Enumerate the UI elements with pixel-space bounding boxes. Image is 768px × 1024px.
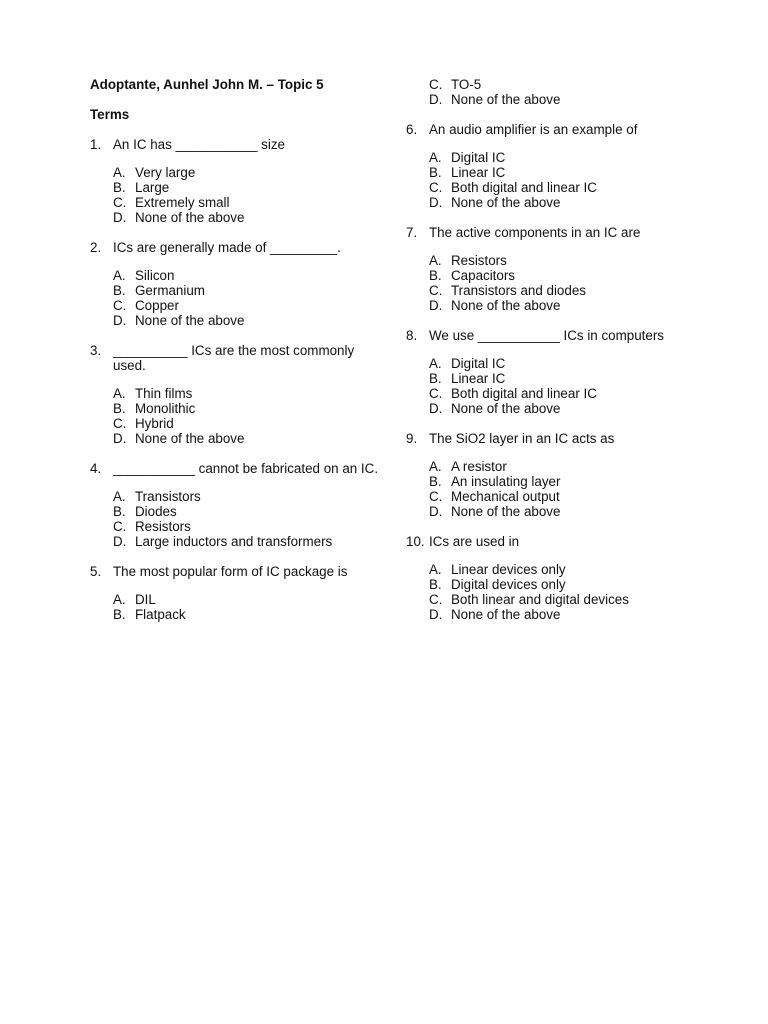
question-text: An audio amplifier is an example of bbox=[429, 122, 638, 137]
option-item bbox=[429, 165, 696, 180]
option-letter: B. bbox=[429, 577, 442, 592]
option-item bbox=[113, 519, 380, 534]
option-text: Very large bbox=[135, 165, 196, 180]
section-label: Terms bbox=[90, 107, 130, 122]
option-list bbox=[429, 562, 696, 622]
option-letter: D. bbox=[113, 210, 127, 225]
question-block bbox=[406, 225, 696, 313]
question-text: ICs are used in bbox=[429, 534, 520, 549]
option-letter: C. bbox=[113, 195, 127, 210]
option-item bbox=[429, 180, 696, 195]
question-number: 5. bbox=[90, 564, 102, 579]
option-list bbox=[113, 268, 380, 328]
question-row bbox=[406, 328, 696, 343]
option-text: DIL bbox=[135, 592, 156, 607]
question-block bbox=[406, 534, 696, 622]
option-item bbox=[113, 504, 380, 519]
option-text: Flatpack bbox=[135, 607, 186, 622]
option-item bbox=[113, 195, 380, 210]
option-letter: B. bbox=[429, 165, 442, 180]
question-block bbox=[90, 343, 380, 446]
question-block bbox=[406, 431, 696, 519]
option-letter: B. bbox=[429, 371, 442, 386]
option-item bbox=[113, 386, 380, 401]
question-number: 8. bbox=[406, 328, 418, 343]
option-letter: C. bbox=[429, 283, 443, 298]
option-text: Large bbox=[135, 180, 170, 195]
option-item bbox=[429, 401, 696, 416]
question-number: 1. bbox=[90, 137, 102, 152]
option-letter: D. bbox=[429, 504, 443, 519]
option-text: Resistors bbox=[135, 519, 191, 534]
option-item bbox=[429, 474, 696, 489]
option-item bbox=[113, 431, 380, 446]
option-list bbox=[113, 592, 380, 622]
option-item bbox=[429, 577, 696, 592]
question-text: The active components in an IC are bbox=[429, 225, 641, 240]
option-list bbox=[429, 77, 696, 107]
option-item bbox=[429, 592, 696, 607]
question-number: 3. bbox=[90, 343, 102, 358]
option-text: Thin films bbox=[135, 386, 193, 401]
option-list bbox=[429, 459, 696, 519]
option-letter: C. bbox=[113, 416, 127, 431]
option-letter: A. bbox=[429, 253, 442, 268]
question-text: ___________ cannot be fabricated on an IC. bbox=[113, 461, 379, 476]
option-letter: C. bbox=[429, 77, 443, 92]
option-text: Linear devices only bbox=[451, 562, 566, 577]
question-block bbox=[406, 77, 696, 107]
question-number: 10. bbox=[406, 534, 425, 549]
option-letter: D. bbox=[113, 313, 127, 328]
option-item bbox=[113, 283, 380, 298]
option-letter: A. bbox=[429, 459, 442, 474]
question-text: ICs are generally made of _________. bbox=[113, 240, 341, 255]
option-text: Linear IC bbox=[451, 371, 506, 386]
option-letter: D. bbox=[429, 607, 443, 622]
question-number: 7. bbox=[406, 225, 418, 240]
option-letter: C. bbox=[429, 180, 443, 195]
option-text: Digital devices only bbox=[451, 577, 566, 592]
question-number: 4. bbox=[90, 461, 102, 476]
option-text: Both digital and linear IC bbox=[451, 180, 597, 195]
question-number: 2. bbox=[90, 240, 102, 255]
option-text: Digital IC bbox=[451, 356, 506, 371]
option-text: TO-5 bbox=[451, 77, 482, 92]
option-letter: D. bbox=[429, 401, 443, 416]
option-letter: A. bbox=[113, 592, 126, 607]
option-item bbox=[429, 283, 696, 298]
option-text: Digital IC bbox=[451, 150, 506, 165]
option-letter: C. bbox=[429, 592, 443, 607]
question-text: We use ___________ ICs in computers bbox=[429, 328, 664, 343]
option-text: None of the above bbox=[451, 195, 561, 210]
question-row bbox=[90, 564, 380, 579]
option-item bbox=[113, 534, 380, 549]
option-letter: A. bbox=[113, 165, 126, 180]
option-list bbox=[113, 386, 380, 446]
question-number: 9. bbox=[406, 431, 418, 446]
question-text: The most popular form of IC package is bbox=[113, 564, 348, 579]
option-text: Diodes bbox=[135, 504, 177, 519]
option-item bbox=[113, 210, 380, 225]
question-row bbox=[406, 122, 696, 137]
question-block bbox=[90, 137, 380, 225]
option-item bbox=[113, 298, 380, 313]
option-letter: B. bbox=[113, 283, 126, 298]
option-text: None of the above bbox=[135, 431, 245, 446]
option-letter: B. bbox=[113, 607, 126, 622]
option-item bbox=[113, 180, 380, 195]
option-item bbox=[113, 489, 380, 504]
question-row bbox=[406, 431, 696, 446]
question-block bbox=[406, 122, 696, 210]
question-block bbox=[90, 564, 380, 622]
option-letter: C. bbox=[429, 489, 443, 504]
question-row bbox=[90, 343, 380, 373]
option-letter: A. bbox=[429, 356, 442, 371]
left-column bbox=[90, 137, 380, 622]
option-letter: A. bbox=[429, 150, 442, 165]
option-letter: D. bbox=[429, 195, 443, 210]
option-list bbox=[429, 253, 696, 313]
option-letter: B. bbox=[429, 474, 442, 489]
option-letter: A. bbox=[113, 386, 126, 401]
option-text: None of the above bbox=[451, 298, 561, 313]
question-text: An IC has ___________ size bbox=[113, 137, 285, 152]
option-text: Large inductors and transformers bbox=[135, 534, 333, 549]
right-column bbox=[406, 77, 696, 622]
option-item bbox=[429, 607, 696, 622]
option-text: Capacitors bbox=[451, 268, 516, 283]
option-letter: A. bbox=[113, 489, 126, 504]
option-letter: C. bbox=[113, 519, 127, 534]
option-item bbox=[429, 356, 696, 371]
option-item bbox=[429, 489, 696, 504]
option-letter: A. bbox=[429, 562, 442, 577]
option-item bbox=[429, 150, 696, 165]
option-item bbox=[429, 195, 696, 210]
option-text: Germanium bbox=[135, 283, 205, 298]
option-item bbox=[113, 268, 380, 283]
option-text: None of the above bbox=[451, 504, 561, 519]
option-text: Hybrid bbox=[135, 416, 174, 431]
option-list bbox=[113, 489, 380, 549]
option-text: Transistors and diodes bbox=[451, 283, 586, 298]
option-letter: B. bbox=[113, 401, 126, 416]
option-item bbox=[113, 401, 380, 416]
option-text: Extremely small bbox=[135, 195, 230, 210]
option-item bbox=[113, 607, 380, 622]
question-block bbox=[406, 328, 696, 416]
question-block bbox=[90, 461, 380, 549]
question-text: __________ ICs are the most commonly used. bbox=[113, 343, 355, 373]
option-letter: D. bbox=[429, 298, 443, 313]
question-block bbox=[90, 240, 380, 328]
question-row bbox=[90, 240, 380, 255]
question-row bbox=[406, 225, 696, 240]
option-item bbox=[429, 92, 696, 107]
option-item bbox=[429, 504, 696, 519]
option-item bbox=[113, 313, 380, 328]
option-item bbox=[113, 165, 380, 180]
option-list bbox=[429, 356, 696, 416]
option-item bbox=[429, 253, 696, 268]
option-item bbox=[429, 77, 696, 92]
question-number: 6. bbox=[406, 122, 418, 137]
option-text: None of the above bbox=[451, 92, 561, 107]
question-text: The SiO2 layer in an IC acts as bbox=[429, 431, 615, 446]
option-text: Both digital and linear IC bbox=[451, 386, 597, 401]
option-text: Both linear and digital devices bbox=[451, 592, 629, 607]
option-item bbox=[429, 562, 696, 577]
option-item bbox=[429, 268, 696, 283]
option-item bbox=[429, 459, 696, 474]
document-header: Adoptante, Aunhel John M. – Topic 5 bbox=[90, 77, 324, 92]
option-item bbox=[429, 386, 696, 401]
option-letter: C. bbox=[429, 386, 443, 401]
option-text: A resistor bbox=[451, 459, 507, 474]
option-text: Linear IC bbox=[451, 165, 506, 180]
option-text: None of the above bbox=[135, 210, 245, 225]
option-text: Mechanical output bbox=[451, 489, 560, 504]
option-list bbox=[113, 165, 380, 225]
option-text: Monolithic bbox=[135, 401, 196, 416]
option-letter: B. bbox=[113, 180, 126, 195]
option-text: Copper bbox=[135, 298, 179, 313]
option-letter: B. bbox=[429, 268, 442, 283]
option-letter: D. bbox=[113, 534, 127, 549]
option-text: Transistors bbox=[135, 489, 201, 504]
question-row bbox=[90, 461, 380, 476]
option-text: None of the above bbox=[451, 607, 561, 622]
option-item bbox=[113, 416, 380, 431]
option-letter: A. bbox=[113, 268, 126, 283]
question-row bbox=[406, 534, 696, 549]
option-text: Resistors bbox=[451, 253, 507, 268]
option-item bbox=[429, 371, 696, 386]
option-text: Silicon bbox=[135, 268, 175, 283]
option-item bbox=[429, 298, 696, 313]
option-item bbox=[113, 592, 380, 607]
option-text: An insulating layer bbox=[451, 474, 561, 489]
option-letter: C. bbox=[113, 298, 127, 313]
question-row bbox=[90, 137, 380, 152]
option-list bbox=[429, 150, 696, 210]
option-letter: B. bbox=[113, 504, 126, 519]
option-letter: D. bbox=[429, 92, 443, 107]
option-text: None of the above bbox=[135, 313, 245, 328]
option-letter: D. bbox=[113, 431, 127, 446]
option-text: None of the above bbox=[451, 401, 561, 416]
